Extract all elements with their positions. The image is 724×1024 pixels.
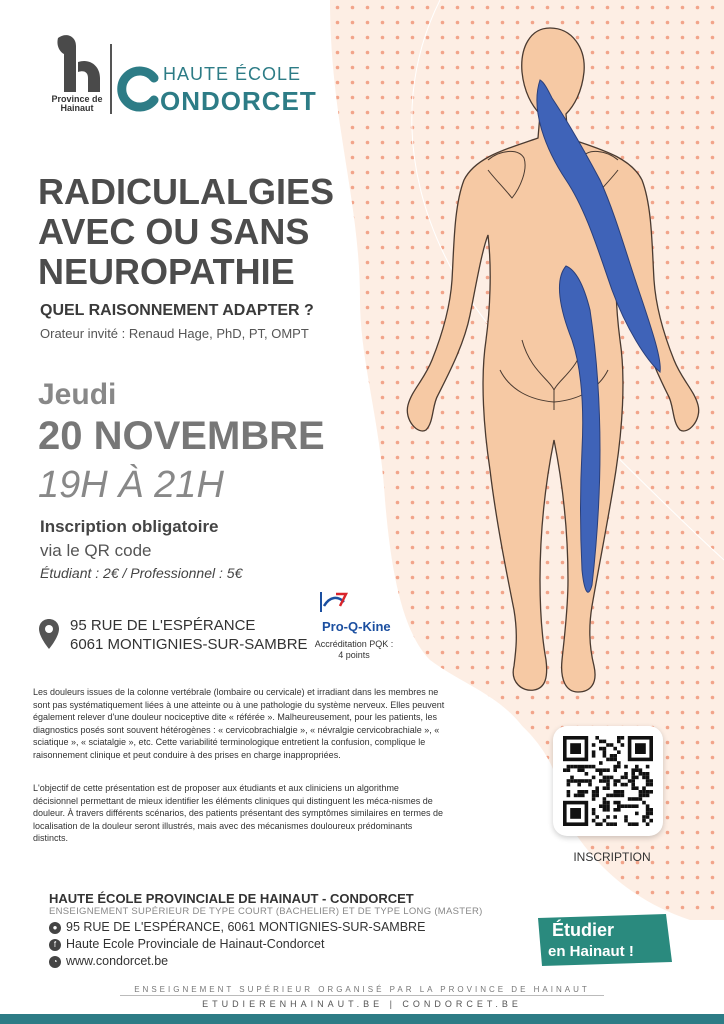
- facebook-icon: f: [49, 939, 61, 951]
- province-line1: Province de: [51, 94, 103, 104]
- event-day: Jeudi: [38, 378, 117, 411]
- footer-subtitle: ENSEIGNEMENT SUPÉRIEUR DE TYPE COURT (BACHELIER) ET DE TYPE LONG (MASTER): [49, 906, 483, 917]
- address-line2: 6061 MONTIGNIES-SUR-SAMBRE: [70, 636, 308, 653]
- pqk-accreditation-line1: Accréditation PQK :: [314, 639, 394, 649]
- etudier-en-hainaut-badge: [534, 912, 674, 968]
- condorcet-c-logo: [116, 66, 162, 112]
- qr-label: INSCRIPTION: [573, 850, 651, 864]
- footer-separator: [120, 995, 604, 996]
- title-line3: NEUROPATHIE: [38, 251, 295, 292]
- event-subtitle: QUEL RAISONNEMENT ADAPTER ?: [40, 302, 314, 319]
- address-line1: 95 RUE DE L'ESPÉRANCE: [70, 617, 256, 634]
- pqk-accreditation-line2: 4 points: [338, 650, 370, 660]
- badge-line1: Étudier: [552, 920, 615, 940]
- speaker-text: Orateur invité : Renaud Hage, PhD, PT, OMPT: [40, 326, 309, 341]
- qr-code-card[interactable]: [553, 726, 663, 836]
- footer-title: HAUTE ÉCOLE PROVINCIALE DE HAINAUT - CONDORCET: [49, 891, 414, 906]
- human-body-illustration: [390, 10, 720, 710]
- footer-facebook-line[interactable]: [49, 937, 324, 951]
- event-title: [38, 172, 334, 292]
- footer-facebook[interactable]: Haute Ecole Provinciale de Hainaut-Condorcet: [66, 937, 325, 951]
- bottom-bar: [0, 1014, 724, 1024]
- description-paragraph-1: Les douleurs issues de la colonne vertébrale (lombaire ou cervicale) et irradiant dans les membres ne sont pas systématiquement liées à une atteinte ou à une pathologie du système nerveux. Elles peuvent également relever d'une douleur nociceptive dite « référée ». Malheureusement, pour les patients, les diagnostics posés sont souvent hétérogènes : « cervicobrachialgie », « névralgie cervicobrachiale », « sciatique », « sciatalgie », etc. Cette variabilité terminologique entretient la confusion, complique le raisonnement clinique et peut conduire à des prises en charge inappropriées.: [33, 687, 445, 760]
- province-hainaut-logo: [48, 32, 108, 96]
- event-address: [70, 616, 308, 654]
- pqk-accreditation: [304, 639, 404, 661]
- condorcet-text: ONDORCET: [160, 86, 317, 116]
- prices-text: Étudiant : 2€ / Professionnel : 5€: [40, 565, 243, 581]
- registration-via: via le QR code: [40, 541, 152, 560]
- footer-address: 95 RUE DE L'ESPÉRANCE, 6061 MONTIGNIES-SUR-SAMBRE: [66, 920, 426, 934]
- description-paragraph-2: L'objectif de cette présentation est de proposer aux étudiants et aux cliniciens un algorithme décisionnel permettant de mieux identifier les éléments cliniques qui distinguent les méca-nismes de douleur. À travers différents scénarios, des patients présentant des symptômes similaires en termes de localisation de la douleur seront illustrés, mais avec des mécanismes douloureux prédominants distincts.: [33, 783, 444, 843]
- event-time: 19H À 21H: [38, 464, 224, 506]
- pin-icon: ●: [49, 922, 61, 934]
- qr-code[interactable]: [553, 726, 663, 836]
- footer-website[interactable]: www.condorcet.be: [66, 954, 169, 968]
- pro-q-kine-logo: [316, 590, 350, 620]
- location-pin-icon: [38, 618, 60, 650]
- footer-address-line: [49, 920, 425, 934]
- registration-required: Inscription obligatoire: [40, 517, 219, 536]
- websites-text[interactable]: ETUDIERENHAINAUT.BE | CONDORCET.BE: [202, 999, 522, 1009]
- province-line2: Hainaut: [60, 103, 94, 113]
- pro-q-kine-name: Pro-Q-Kine: [322, 619, 391, 634]
- rss-icon: ◔: [49, 956, 61, 968]
- badge-line2: en Hainaut !: [548, 943, 634, 960]
- title-line1: RADICULALGIES: [38, 171, 334, 212]
- haute-ecole-text: HAUTE ÉCOLE: [163, 64, 302, 84]
- organized-by-text: ENSEIGNEMENT SUPÉRIEUR ORGANISÉ PAR LA PROVINCE DE HAINAUT: [134, 985, 590, 994]
- footer-website-line[interactable]: [49, 954, 168, 968]
- title-line2: AVEC OU SANS: [38, 211, 310, 252]
- event-date: 20 NOVEMBRE: [38, 414, 325, 458]
- province-logo-text: [44, 95, 110, 113]
- logo-divider: [110, 44, 112, 114]
